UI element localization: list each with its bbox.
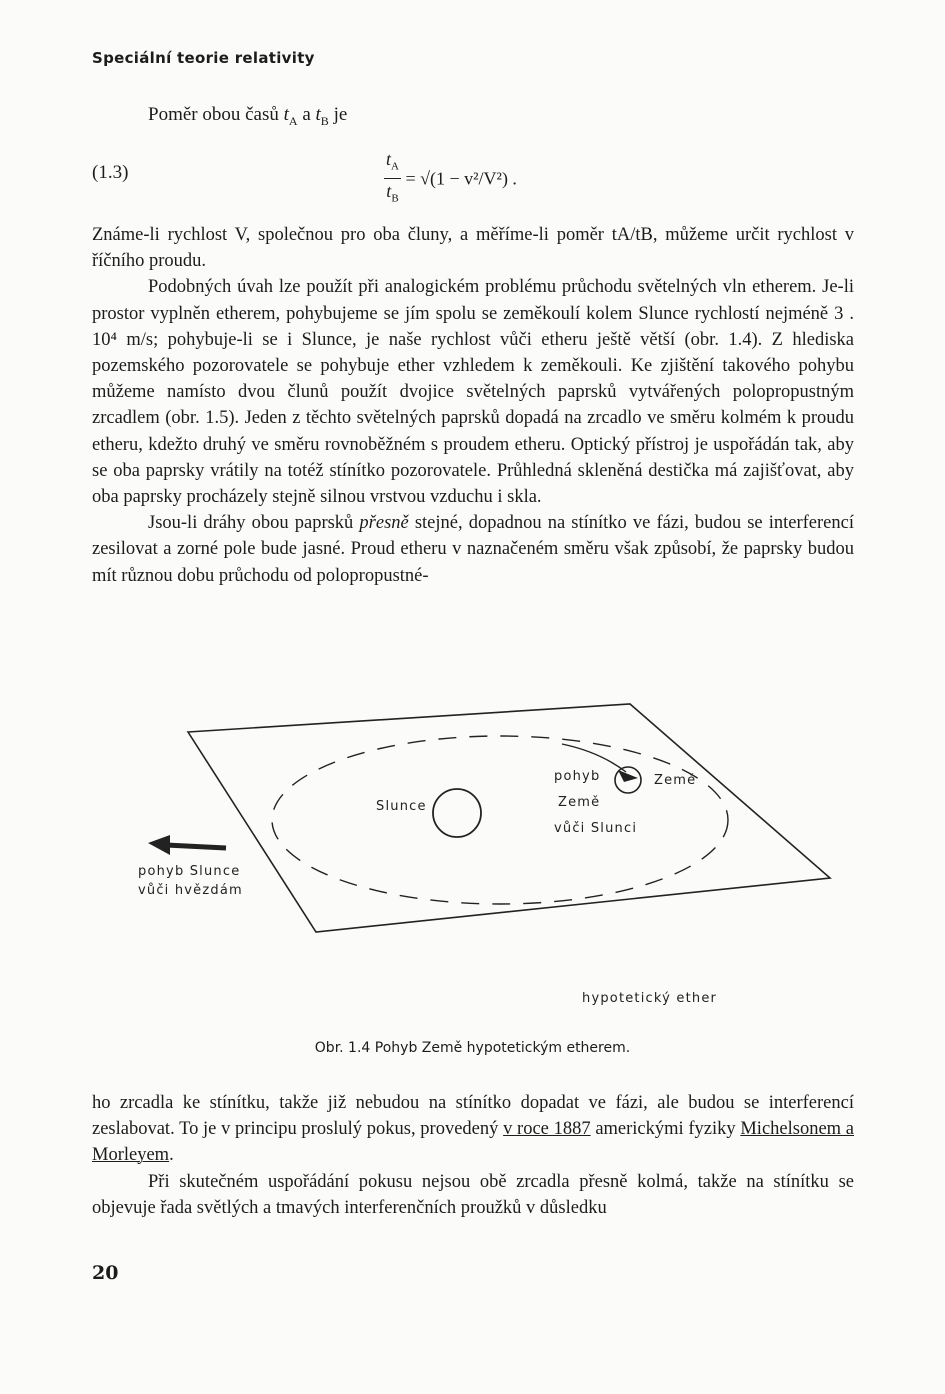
earth-motion-line-3: vůči Slunci — [554, 821, 638, 836]
page-number: 20 — [92, 1262, 119, 1284]
earth-motion-line-2: Země — [558, 795, 601, 810]
sun-label: Slunce — [376, 799, 427, 814]
equation-fraction: $\frac{t_A}{t_B}$ — [386, 149, 399, 205]
orbit-diagram — [130, 700, 850, 1020]
sun-arrow-head — [148, 835, 170, 855]
equation-rhs: = √(1 − v²/V²) . — [405, 168, 517, 189]
paragraph-1: Známe-li rychlost V, společnou pro oba čluny, a měříme-li poměr tA/tB, můžeme určit rychlost v říčního proudu. — [92, 225, 854, 272]
sun-motion-arrow — [166, 845, 226, 848]
body-text-top — [92, 222, 854, 589]
sun-motion-line-2: vůči hvězdám — [138, 883, 243, 898]
sun-motion-line-1: pohyb Slunce — [138, 864, 241, 879]
paragraph-4: ho zrcadla ke stínítku, takže již nebudou na stínítko dopadat ve fázi, ale budou se interferencí zeslabovat. To je v principu proslulý pokus, provedený v roce 1887 americkými fyziky Michelsonem a Morleyem. — [92, 1093, 854, 1166]
sun-circle — [433, 789, 481, 837]
ether-label: hypotetický ether — [582, 991, 718, 1006]
earth-orbit — [272, 736, 728, 904]
earth-arrow-head — [618, 770, 638, 782]
ether-plane — [188, 704, 830, 932]
paragraph-2: Podobných úvah lze použít při analogickém problému průchodu světelných vln etherem. Je-li prostor vyplněn etherem, pohybujeme se jím spolu se zeměkoulí kolem Slunce rychlostí nejméně 3 . 10⁴ m/s; pohybuje-li se i Slunce, je naše rychlost vůči etheru ještě větší (obr. 1.4). Z hlediska pozemského pozorovatele se pohybuje ether vzhledem k zeměkouli. Ke zjištění takového pohybu můžeme namísto dvou člunů použít dvojice světelných paprsků vytvářených polopropustným zrcadlem (obr. 1.5). Jeden z těchto světelných paprsků dopadá na zrcadlo ve směru kolmém k proudu etheru, kdežto druhý ve směru rovnoběžném s proudem etheru. Optický přístroj je uspořádán tak, aby se oba paprsky vrátily na totéž stínítko pozorovatele. Průhledná skleněná destička má zajišťovat, aby oba paprsky procházely stejně silnou vrstvou vzduchu i skla. — [92, 277, 854, 508]
equation-number: (1.3) — [92, 162, 129, 183]
paragraph-3: Jsou-li dráhy obou paprsků přesně stejné, dopadnou na stínítko ve fázi, budou se interferencí zesilovat a zorné pole bude jasné. Proud etheru v naznačeném směru však způsobí, že paprsky budou mít různou dobu průchodu od polopropustné- — [92, 513, 854, 586]
earth-motion-line-1: pohyb — [554, 769, 601, 784]
earth-label: Země — [654, 773, 697, 788]
intro-line: Poměr obou časů $t_A$ a $t_B$ je — [148, 104, 348, 128]
figure-earth-orbit — [130, 700, 850, 1020]
figure-caption: Obr. 1.4 Pohyb Země hypotetickým etherem. — [314, 1040, 631, 1056]
paragraph-5: Při skutečném uspořádání pokusu nejsou obě zrcadla přesně kolmá, takže na stínítku se objevuje řada světlých a tmavých interferenčních proužků v důsledku — [92, 1171, 854, 1218]
body-text-bottom — [92, 1090, 854, 1221]
equation — [384, 148, 517, 210]
running-header: Speciální teorie relativity — [92, 49, 315, 67]
